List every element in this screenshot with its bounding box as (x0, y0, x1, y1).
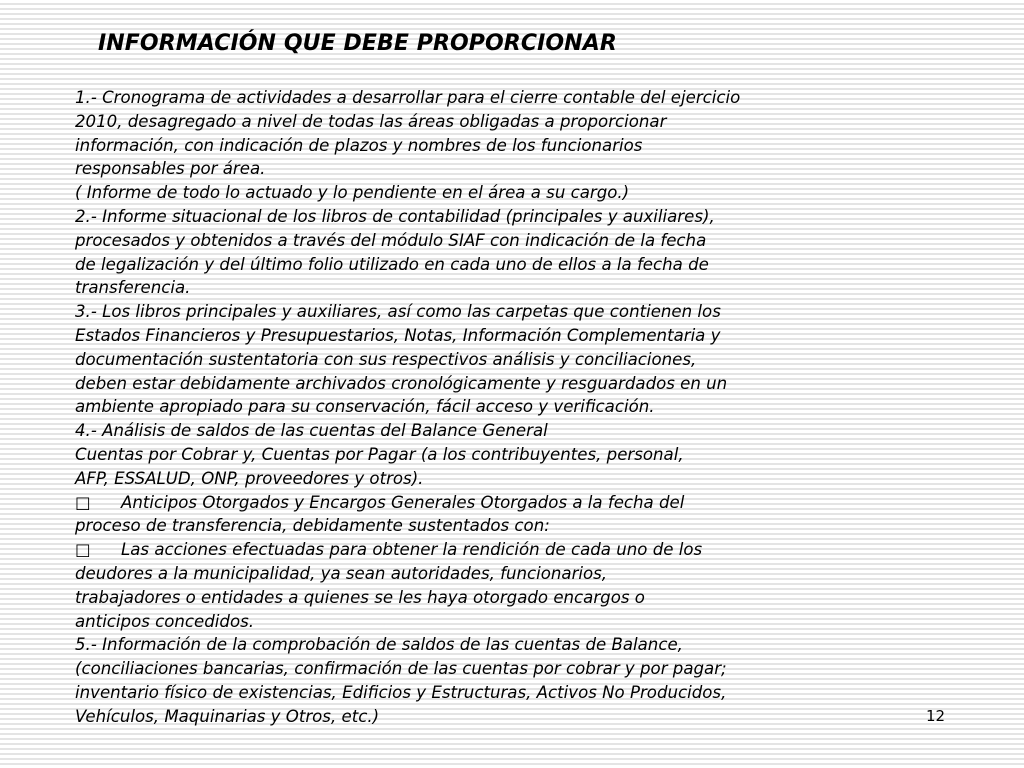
body-line: deben estar debidamente archivados cronológicamente y resguardados en un (75, 373, 728, 393)
body-line: de legalización y del último folio utilizado en cada uno de ellos a la fecha de (75, 254, 709, 274)
body-line: transferencia. (75, 278, 191, 298)
bullet-line (75, 491, 905, 515)
body-line: proceso de transferencia, debidamente sustentados con: (75, 516, 550, 536)
body-line: Cuentas por Cobrar y, Cuentas por Pagar (a los contribuyentes, personal, (75, 444, 684, 464)
body-line: anticipos concedidos. (75, 611, 255, 631)
bullet-line (75, 538, 905, 562)
body-line: Vehículos, Maquinarias y Otros, etc.) (75, 706, 380, 726)
bullet-text: Anticipos Otorgados y Encargos Generales Otorgados a la fecha del (121, 492, 685, 512)
body-line: 3.- Los libros principales y auxiliares, así como las carpetas que contienen los (75, 302, 721, 322)
body-line: ( Informe de todo lo actuado y lo pendiente en el área a su cargo.) (75, 183, 630, 203)
body-line: 4.- Análisis de saldos de las cuentas del Balance General (75, 421, 548, 441)
body-line: 2.- Informe situacional de los libros de contabilidad (principales y auxiliares), (75, 206, 715, 226)
square-bullet-icon: □ (75, 540, 91, 560)
body-line: información, con indicación de plazos y nombres de los funcionarios (75, 135, 643, 155)
body-line: 2010, desagregado a nivel de todas las áreas obligadas a proporcionar (75, 111, 667, 131)
body-line: AFP, ESSALUD, ONP, proveedores y otros). (75, 468, 424, 488)
page-number: 12 (926, 707, 946, 725)
slide-title: INFORMACIÓN QUE DEBE PROPORCIONAR (98, 31, 617, 56)
body-line: documentación sustentatoria con sus respectivos análisis y conciliaciones, (75, 349, 697, 369)
body-line: trabajadores o entidades a quienes se les haya otorgado encargos o (75, 587, 645, 607)
body-line: 1.- Cronograma de actividades a desarrollar para el cierre contable del ejercicio (75, 88, 741, 107)
bullet-text: Las acciones efectuadas para obtener la rendición de cada uno de los (121, 540, 703, 560)
body-line: deudores a la municipalidad, ya sean autoridades, funcionarios, (75, 563, 608, 583)
slide-body (75, 86, 905, 729)
body-line: procesados y obtenidos a través del módulo SIAF con indicación de la fecha (75, 230, 707, 250)
body-line: (conciliaciones bancarias, confirmación de las cuentas por cobrar y por pagar; (75, 659, 727, 679)
body-line: ambiente apropiado para su conservación, fácil acceso y verificación. (75, 397, 655, 417)
body-line: responsables por área. (75, 159, 266, 179)
body-line: Estados Financieros y Presupuestarios, Notas, Información Complementaria y (75, 325, 721, 345)
body-line: inventario físico de existencias, Edificios y Estructuras, Activos No Producidos, (75, 682, 727, 702)
body-line: 5.- Información de la comprobación de saldos de las cuentas de Balance, (75, 635, 683, 655)
square-bullet-icon: □ (75, 492, 91, 512)
